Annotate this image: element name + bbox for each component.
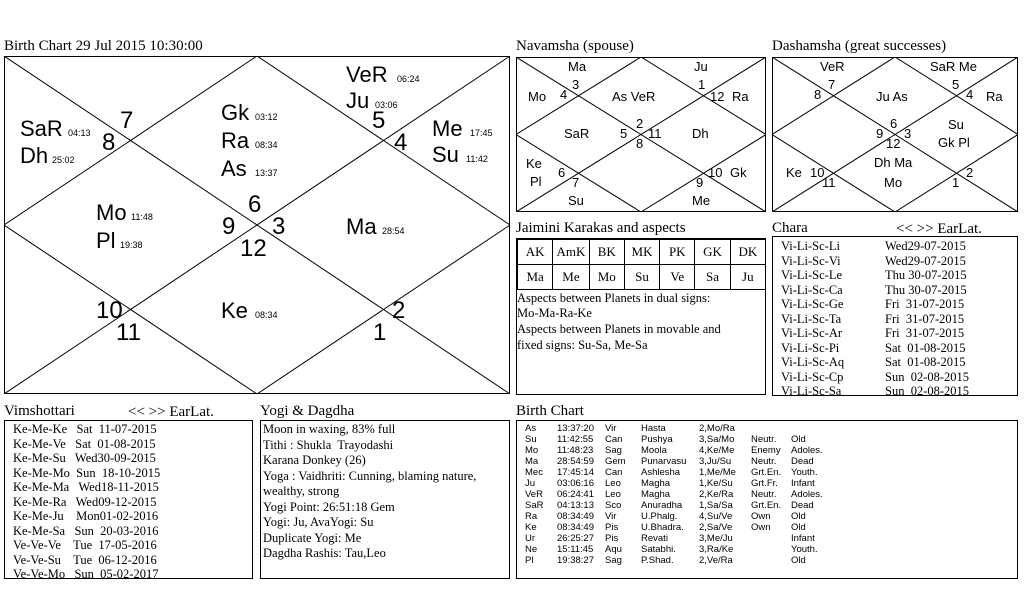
das-gkpl: Gk Pl: [938, 135, 970, 150]
planet-cell: Grt.En.: [751, 500, 782, 511]
planet-cell: Grt.Fr.: [751, 478, 778, 489]
planet-cell: 4,Ke/Me: [699, 445, 735, 456]
house-12-number: 12: [240, 235, 267, 262]
planet-sar: SaR: [20, 116, 63, 141]
planet-cell: Aqu: [605, 544, 622, 555]
planet-cell: 1,Sa/Sa: [699, 500, 733, 511]
planet-cell: 3,Sa/Mo: [699, 434, 735, 445]
nav-h7: 7: [572, 175, 580, 190]
das-h11: 11: [822, 175, 836, 190]
chara-date: Wed29-07-2015: [885, 239, 966, 253]
das-h6: 6: [890, 116, 898, 131]
karaka-value: Ma: [518, 265, 553, 290]
planet-row[interactable]: [525, 467, 831, 478]
planet-cell: Leo: [605, 489, 621, 500]
planet-cell: Hasta: [641, 423, 666, 434]
planet-cell: Dead: [791, 456, 814, 467]
dashamsha-diagram[interactable]: [772, 57, 1018, 212]
planet-mo-deg: 11:48: [131, 212, 153, 222]
planet-row[interactable]: [525, 445, 831, 456]
birth-table-panel: [516, 420, 1018, 579]
jaimini-panel: [516, 238, 766, 395]
planet-cell: Pis: [605, 522, 619, 533]
planet-cell: 26:25:27: [557, 533, 594, 544]
chara-row[interactable]: [781, 254, 969, 269]
planet-cell: 1,Me/Me: [699, 467, 736, 478]
chara-sign: Vi-Li-Sc-Ge: [781, 297, 844, 311]
yogi-line: Karana Donkey (26): [263, 453, 366, 467]
yogi-line: Moon in waxing, 83% full: [263, 422, 396, 436]
nav-h2: 2: [636, 116, 644, 131]
chara-list: [772, 236, 1018, 396]
navamsha-diagram[interactable]: [516, 57, 766, 212]
das-ke: Ke: [786, 165, 802, 180]
planet-cell: Old: [791, 555, 806, 566]
karaka-value: Su: [624, 265, 659, 290]
planet-ju-deg: 03:06: [375, 100, 398, 110]
chara-date: Thu 30-07-2015: [885, 268, 967, 282]
planet-cell: Old: [791, 434, 806, 445]
karaka-value: Ju: [730, 265, 765, 290]
nav-h5: 5: [620, 126, 628, 141]
planet-cell: Pushya: [641, 434, 673, 445]
chara-sign: Vi-Li-Sc-Li: [781, 239, 840, 253]
vimshottari-row[interactable]: Ke-Me-Sa Sun 20-03-2016: [13, 523, 159, 538]
birth-chart-diagram[interactable]: [4, 56, 510, 394]
planet-cell: Vir: [605, 423, 617, 434]
planet-row[interactable]: [525, 500, 831, 511]
planet-cell: Can: [605, 434, 623, 445]
nav-su: Su: [568, 193, 584, 208]
nav-h11: 11: [648, 126, 662, 141]
planet-cell: Youth.: [791, 467, 818, 478]
planet-cell: 04:13:13: [557, 500, 594, 511]
planet-cell: 19:38:27: [557, 555, 594, 566]
planet-row[interactable]: [525, 423, 831, 434]
chara-sign: Vi-Li-Sc-Cp: [781, 369, 844, 384]
birth-table-title: Birth Chart: [516, 403, 584, 419]
planet-cell: Dead: [791, 500, 814, 511]
nav-dh: Dh: [692, 126, 709, 141]
nav-ma: Ma: [568, 59, 587, 74]
karaka-value: Me: [553, 265, 589, 290]
planet-cell: Ma: [525, 456, 539, 467]
chara-sign: Vi-Li-Sc-Vi: [781, 253, 841, 268]
aspects-line: Mo-Ma-Ra-Ke: [517, 306, 592, 320]
das-su: Su: [948, 117, 964, 132]
house-2-number: 2: [392, 297, 406, 324]
yogi-line: Yoga : Vaidhriti: Cunning, blaming nature,: [263, 468, 477, 483]
vimshottari-row[interactable]: Ke-Me-Ju Mon01-02-2016: [13, 509, 159, 523]
das-h8: 8: [814, 87, 822, 102]
chara-sign: Vi-Li-Sc-Ca: [781, 282, 843, 297]
planet-cell: Satabhi.: [641, 544, 676, 555]
planet-cell: 2,Sa/Ve: [699, 522, 733, 533]
chara-row[interactable]: [781, 326, 969, 341]
planet-ju: Ju: [346, 88, 370, 113]
planet-cell: Sag: [605, 555, 622, 566]
house-1-number: 1: [373, 319, 387, 346]
planet-cell: Infant: [791, 478, 815, 489]
nav-mo: Mo: [528, 89, 547, 104]
karaka-value: Sa: [695, 265, 730, 290]
planet-cell: 17:45:14: [557, 467, 594, 478]
planet-cell: 08:34:49: [557, 511, 594, 522]
das-sarme: SaR Me: [930, 59, 977, 74]
planet-su-deg: 11:42: [466, 154, 488, 164]
planet-cell: Anuradha: [641, 500, 683, 511]
chara-row[interactable]: [781, 283, 969, 298]
planet-su: Su: [432, 142, 459, 167]
chara-sign: Vi-Li-Sc-Aq: [781, 355, 845, 369]
planet-gk-deg: 03:12: [255, 112, 278, 122]
planet-cell: Neutr.: [751, 456, 777, 467]
planet-cell: Leo: [605, 478, 621, 489]
planet-cell: 2,Ke/Ra: [699, 489, 734, 500]
planet-cell: 1,Ke/Su: [699, 478, 733, 489]
planet-ma-deg: 28:54: [382, 226, 405, 236]
planet-row[interactable]: [525, 555, 831, 566]
das-juas: Ju As: [876, 89, 908, 104]
planet-cell: Ra: [525, 511, 538, 522]
planet-ke: Ke: [221, 298, 248, 323]
karaka-header: AK: [518, 240, 553, 265]
planet-row[interactable]: [525, 434, 831, 445]
planet-row[interactable]: [525, 522, 831, 533]
yogi-line: Dagdha Rashis: Tau,Leo: [263, 546, 386, 560]
karaka-header: MK: [624, 240, 659, 265]
chara-date: Sat 01-08-2015: [885, 340, 966, 355]
das-h4: 4: [966, 87, 974, 102]
chara-date: Fri 31-07-2015: [885, 311, 965, 326]
planet-cell: Neutr.: [751, 434, 777, 445]
nav-h3: 3: [572, 77, 580, 92]
planet-me: Me: [432, 116, 463, 141]
nav-h8: 8: [636, 136, 644, 151]
chara-row[interactable]: [781, 268, 969, 283]
yogi-line: Duplicate Yogi: Me: [263, 530, 362, 545]
chara-date: Fri 31-07-2015: [885, 326, 965, 340]
das-h12: 12: [886, 136, 901, 151]
karaka-table: [517, 239, 766, 290]
planet-ra-deg: 08:34: [255, 140, 278, 150]
das-dhma: Dh Ma: [874, 155, 913, 170]
chara-date: Fri 31-07-2015: [885, 297, 965, 311]
aspects-line: Aspects between Planets in movable and: [517, 322, 721, 336]
chara-sign: Vi-Li-Sc-Sa: [781, 384, 842, 398]
jaimini-title: Jaimini Karakas and aspects: [516, 220, 686, 236]
house-7-number: 7: [120, 107, 134, 134]
karaka-value: Ve: [660, 265, 695, 290]
dashamsha-title: Dashamsha (great successes): [772, 38, 947, 54]
house-4-number: 4: [394, 129, 408, 156]
planet-cell: Own: [751, 511, 771, 522]
chara-date: Thu 30-07-2015: [885, 282, 967, 297]
vimshottari-row[interactable]: Ke-Me-Su Wed30-09-2015: [13, 451, 156, 465]
chara-row[interactable]: [781, 341, 969, 356]
chara-row[interactable]: [781, 239, 969, 254]
chara-sign: Vi-Li-Sc-Ta: [781, 311, 842, 326]
yogi-title: Yogi & Dagdha: [260, 403, 355, 419]
chara-date: Wed29-07-2015: [885, 253, 966, 268]
planet-cell: 08:34:49: [557, 522, 594, 533]
chara-date: Sat 01-08-2015: [885, 355, 966, 369]
planet-cell: Su: [525, 434, 537, 445]
navamsha-title: Navamsha (spouse): [516, 38, 634, 54]
nav-pl: Pl: [530, 174, 542, 189]
house-3-number: 3: [272, 213, 286, 240]
nav-asver: As VeR: [612, 89, 656, 104]
house-5-number: 5: [372, 107, 386, 134]
das-h1: 1: [952, 175, 960, 190]
nav-sar: SaR: [564, 126, 590, 141]
planet-row[interactable]: [525, 544, 831, 555]
birth-chart-title: Birth Chart 29 Jul 2015 10:30:00: [4, 38, 203, 54]
chara-nav-buttons[interactable]: << >> EarLat.: [896, 221, 982, 237]
karaka-header: GK: [695, 240, 730, 265]
chara-sign: Vi-Li-Sc-Ar: [781, 326, 843, 340]
das-h2: 2: [966, 165, 974, 180]
house-8-number: 8: [102, 129, 116, 156]
planet-cell: Can: [605, 467, 623, 478]
planet-cell: Infant: [791, 533, 815, 544]
vimshottari-nav-buttons[interactable]: << >> EarLat.: [128, 404, 214, 420]
vimshottari-row[interactable]: Ke-Me-Ve Sat 01-08-2015: [13, 436, 156, 451]
planet-cell: 11:48:23: [557, 445, 594, 456]
planet-cell: Youth.: [791, 544, 818, 555]
das-h9: 9: [876, 126, 884, 141]
yogi-line: Yogi Point: 26:51:18 Gem: [263, 499, 395, 514]
chara-date: Sun 02-08-2015: [885, 369, 970, 384]
planet-cell: U.Phalg.: [641, 511, 678, 522]
karaka-header-row: [518, 240, 766, 265]
karaka-header: AmK: [553, 240, 589, 265]
house-10-number: 10: [96, 297, 123, 324]
chara-sign: Vi-Li-Sc-Pi: [781, 340, 840, 355]
planet-cell: Punarvasu: [641, 456, 687, 467]
planet-cell: Old: [791, 522, 806, 533]
planet-pl-deg: 19:38: [120, 240, 143, 250]
planet-row[interactable]: [525, 456, 831, 467]
planet-ke-deg: 08:34: [255, 310, 278, 320]
chara-row[interactable]: [781, 370, 969, 385]
planet-cell: Sag: [605, 445, 622, 456]
planet-row[interactable]: [525, 511, 831, 522]
planet-row[interactable]: [525, 533, 831, 544]
vimshottari-row[interactable]: Ve-Ve-Mo Sun 05-02-2017: [13, 567, 159, 581]
planet-row[interactable]: [525, 489, 831, 500]
planet-row[interactable]: [525, 478, 831, 489]
planet-cell: 06:24:41: [557, 489, 594, 500]
chara-row[interactable]: [781, 312, 969, 327]
planet-cell: Neutr.: [751, 489, 777, 500]
planet-as-deg: 13:37: [255, 168, 278, 178]
planet-cell: 03:06:16: [557, 478, 594, 489]
planet-cell: 4,Su/Ve: [699, 511, 733, 522]
yogi-line: Yogi: Ju, AvaYogi: Su: [263, 515, 374, 529]
planet-cell: Sco: [605, 500, 622, 511]
planet-cell: Magha: [641, 489, 671, 500]
chara-sign: Vi-Li-Sc-Le: [781, 268, 843, 282]
planet-me-deg: 17:45: [470, 128, 493, 138]
house-6-number: 6: [248, 191, 262, 218]
planet-cell: Moola: [641, 445, 667, 456]
nav-h6: 6: [558, 165, 566, 180]
planet-gk: Gk: [221, 100, 250, 125]
nav-h9: 9: [696, 175, 704, 190]
planet-cell: Mo: [525, 445, 539, 456]
vimshottari-row[interactable]: Ke-Me-Mo Sun 18-10-2015: [13, 465, 161, 480]
planet-cell: As: [525, 423, 537, 434]
planet-cell: U.Bhadra.: [641, 522, 684, 533]
das-h5: 5: [952, 77, 960, 92]
planet-cell: Pl: [525, 555, 534, 566]
planet-cell: 15:11:45: [557, 544, 594, 555]
vimshottari-row[interactable]: Ke-Me-Ke Sat 11-07-2015: [13, 422, 157, 436]
planet-cell: 3,Me/Ju: [699, 533, 733, 544]
karaka-value-row: [518, 265, 766, 290]
chara-row[interactable]: [781, 355, 969, 370]
aspects-line: fixed signs: Su-Sa, Me-Sa: [517, 338, 648, 352]
nav-ra: Ra: [732, 89, 749, 104]
planet-ma: Ma: [346, 214, 377, 239]
planet-cell: Own: [751, 522, 771, 533]
nav-h1: 1: [698, 77, 706, 92]
planet-cell: Ur: [525, 533, 536, 544]
planet-cell: Old: [791, 511, 806, 522]
planet-cell: P.Shad.: [641, 555, 674, 566]
nav-me: Me: [692, 193, 711, 208]
planet-dh-deg: 25:02: [52, 155, 75, 165]
nav-ke: Ke: [526, 156, 542, 171]
planet-ver: VeR: [346, 62, 388, 87]
vimshottari-row[interactable]: Ke-Me-Ra Wed09-12-2015: [13, 494, 157, 509]
planet-as: As: [221, 156, 247, 181]
planet-cell: Enemy: [751, 445, 781, 456]
chara-row[interactable]: [781, 384, 969, 399]
vimshottari-list: [4, 420, 253, 579]
planet-cell: Pis: [605, 533, 619, 544]
planet-ver-deg: 06:24: [397, 74, 420, 84]
planet-dh: Dh: [20, 143, 49, 168]
planet-cell: Revati: [641, 533, 668, 544]
planet-cell: Vir: [605, 511, 617, 522]
house-11-number: 11: [116, 319, 141, 346]
planet-cell: Magha: [641, 478, 671, 489]
aspects-line: Aspects between Planets in dual signs:: [517, 291, 711, 305]
planet-cell: 2,Ve/Ra: [699, 555, 733, 566]
planet-sar-deg: 04:13: [68, 128, 91, 138]
planet-cell: 3,Ra/Ke: [699, 544, 734, 555]
planet-cell: Mec: [525, 467, 543, 478]
planet-cell: VeR: [525, 489, 543, 500]
vimshottari-row[interactable]: Ve-Ve-Ve Tue 17-05-2016: [13, 538, 157, 552]
karaka-header: PK: [660, 240, 695, 265]
planet-cell: 2,Mo/Ra: [699, 423, 735, 434]
planet-cell: Ashlesha: [641, 467, 681, 478]
das-ra: Ra: [986, 89, 1003, 104]
das-h3: 3: [904, 126, 912, 141]
das-ver: VeR: [820, 59, 845, 74]
nav-h4: 4: [560, 87, 568, 102]
planet-pl: Pl: [96, 228, 116, 253]
nav-gk: Gk: [730, 165, 747, 180]
planet-cell: 28:54:59: [557, 456, 594, 467]
yogi-line: wealthy, strong: [263, 484, 340, 498]
nav-ju: Ju: [694, 59, 708, 74]
karaka-value: Mo: [589, 265, 624, 290]
house-9-number: 9: [222, 213, 236, 240]
planet-cell: SaR: [525, 500, 544, 511]
vimshottari-row[interactable]: Ve-Ve-Su Tue 06-12-2016: [13, 552, 157, 567]
yogi-line: Tithi : Shukla Trayodashi: [263, 437, 394, 452]
vimshottari-row[interactable]: Ke-Me-Ma Wed18-11-2015: [13, 480, 159, 494]
planet-cell: 3,Ju/Su: [699, 456, 732, 467]
nav-h10: 10: [708, 165, 723, 180]
planet-cell: 11:42:55: [557, 434, 594, 445]
planet-cell: Adoles.: [791, 489, 823, 500]
karaka-header: DK: [730, 240, 765, 265]
chara-title: Chara: [772, 220, 808, 236]
das-h7: 7: [828, 77, 836, 92]
planet-mo: Mo: [96, 200, 127, 225]
planet-ra: Ra: [221, 128, 250, 153]
planet-cell: Ne: [525, 544, 538, 555]
planet-cell: Gem: [605, 456, 626, 467]
yogi-panel: [260, 420, 510, 579]
planet-cell: Adoles.: [791, 445, 823, 456]
nav-h12: 12: [710, 89, 725, 104]
planet-cell: Grt.En.: [751, 467, 782, 478]
planet-cell: 13:37:20: [557, 423, 594, 434]
chara-date: Sun 02-08-2015: [885, 384, 970, 398]
karaka-header: BK: [589, 240, 624, 265]
planet-cell: Ju: [525, 478, 536, 489]
das-h10: 10: [810, 165, 825, 180]
chara-row[interactable]: [781, 297, 969, 312]
das-mo: Mo: [884, 175, 903, 190]
vimshottari-title: Vimshottari: [4, 403, 75, 419]
planet-cell: Ke: [525, 522, 537, 533]
